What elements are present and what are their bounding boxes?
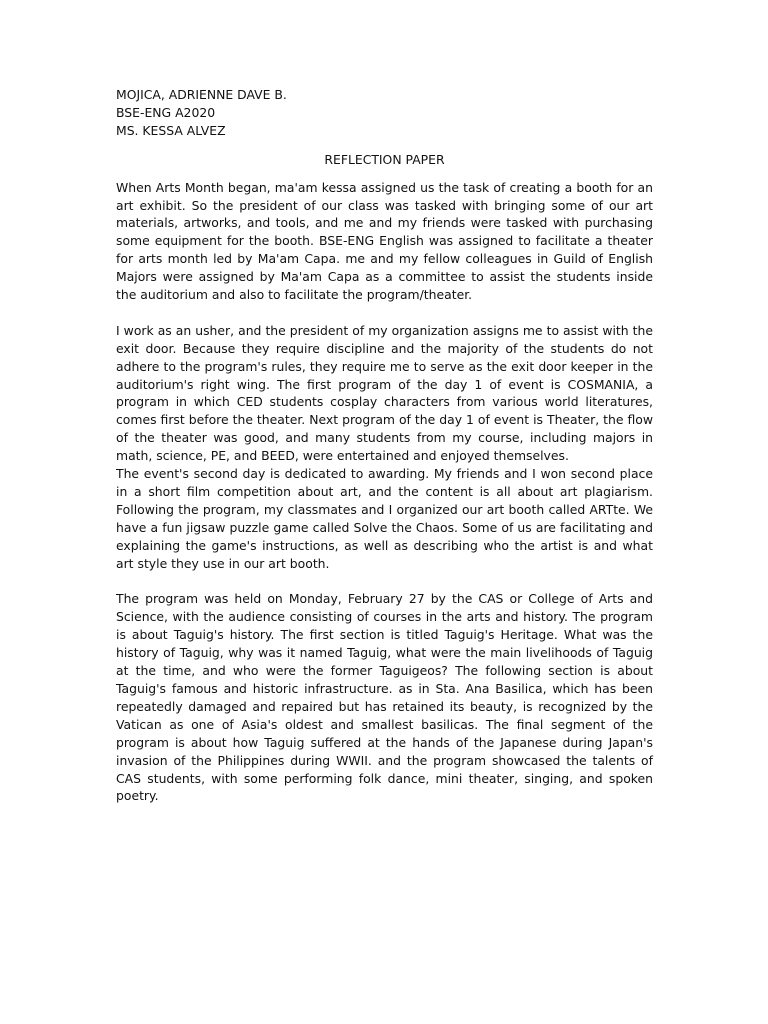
document-title: REFLECTION PAPER: [324, 151, 445, 167]
paragraph-usher: I work as an usher, and the president of my organization assigns me to assist with the exit door. Because they require discipline and the majority of the students do not adhere to the program's rules, they require me to serve as the exit door keeper in the auditorium's right wing. The first program of the day 1 of event is COSMANIA, a program in which CED students cosplay characters from various world literatures, comes first before the theater. Next program of the day 1 of event is Theater, the flow of the theater was good, and many students from my course, including majors in math, science, PE, and BEED, were entertained and enjoyed themselves.: [116, 322, 653, 464]
instructor-name: MS. KESSA ALVEZ: [116, 122, 226, 138]
paragraph-cas-program: The program was held on Monday, February 27 by the CAS or College of Arts and Science, with the audience consisting of courses in the arts and history. The program is about Taguig's history. The first section is titled Taguig's Heritage. What was the history of Taguig, why was it named Taguig, what were the main livelihoods of Taguig at the time, and who were the former Taguigeos? The following section is about Taguig's famous and historic infrastructure. as in Sta. Ana Basilica, which has been repeatedly damaged and repaired but has retained its beauty, is recognized by the Vatican as one of Asia's oldest and smallest basilicas. The final segment of the program is about how Taguig suffered at the hands of the Japanese during Japan's invasion of the Philippines during WWII. and the program showcased the talents of CAS students, with some performing folk dance, mini theater, singing, and spoken poetry.: [116, 591, 653, 804]
author-name: MOJICA, ADRIENNE DAVE B.: [116, 87, 287, 102]
paragraph-arts-month: When Arts Month began, ma'am kessa assigned us the task of creating a booth for an art exhibit. So the president of our class was tasked with bringing some of our art materials, artworks, and tools, and me and my friends were tasked with purchasing some equipment for the booth. BSE-ENG English was assigned to facilitate a theater for arts month led by Ma'am Capa. me and my fellow colleagues in Guild of English Majors were assigned by Ma'am Capa as a committee to assist the students inside the auditorium and also to facilitate the program/theater.: [116, 179, 653, 303]
paragraph-second-day: The event's second day is dedicated to awarding. My friends and I won second place in a short film competition about art, and the content is all about art plagiarism. Following the program, my classmates and I organized our art booth called ARTte. We have a fun jigsaw puzzle game called Solve the Chaos. Some of us are facilitating and explaining the game's instructions, as well as describing who the artist is and what art style they use in our art booth.: [116, 466, 653, 571]
document-page: [116, 86, 653, 805]
course-section: BSE-ENG A2020: [116, 104, 216, 120]
